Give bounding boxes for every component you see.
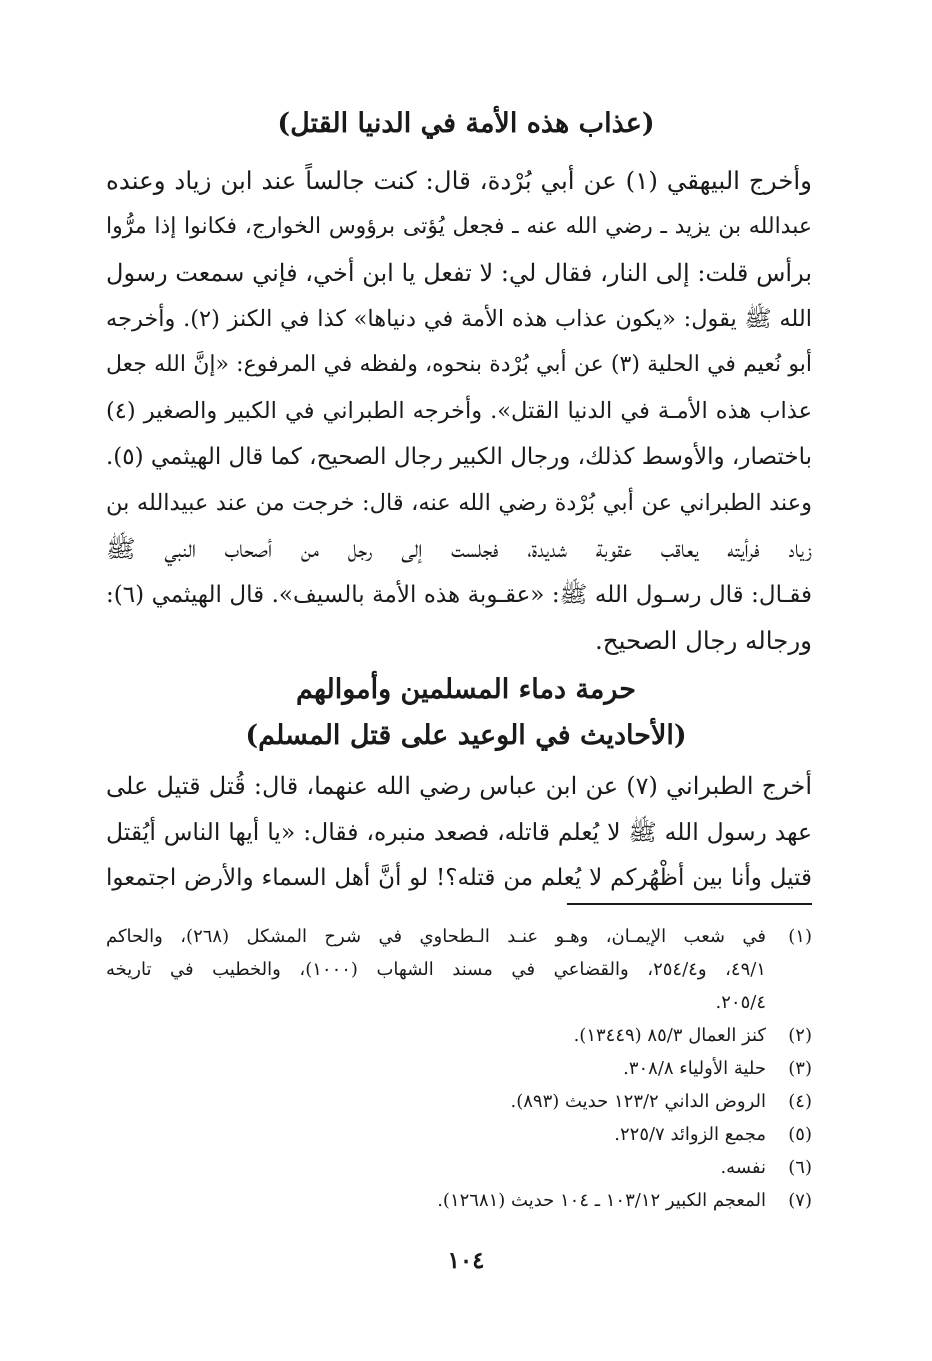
footnote-text: ٤٩/١، و٢٥٤/٤، والقضاعي في مسند الشهاب (١٠٠٠)، والخطيب في تاريخه <box>106 959 766 980</box>
footnote-item <box>106 1118 812 1151</box>
footnote-text: مجمع الزوائد ٢٢٥/٧. <box>614 1124 766 1145</box>
footnote-number: (٤) <box>788 1091 812 1112</box>
footnote-number: (٣) <box>788 1058 812 1079</box>
footnote-number: (٥) <box>788 1124 812 1145</box>
footnote-number: (٢) <box>788 1025 812 1046</box>
chapter-title: حرمة دماء المسلمين وأموالهم <box>296 674 636 705</box>
footnote-text: المعجم الكبير ١٠٣/١٢ ـ ١٠٤ حديث (١٢٦٨١). <box>437 1190 766 1211</box>
text-line: برأس قلت: إلى النار، فقال لي: لا تفعل يا ابن أخي، فإني سمعت رسول <box>106 259 812 287</box>
footnote-text: الروض الداني ١٢٣/٢ حديث (٨٩٣). <box>510 1091 766 1112</box>
text-line: أخرج الطبراني (٧) عن ابن عباس رضي الله عنهما، قال: قُتل قتيل على <box>106 772 812 800</box>
text-line: وأخرج البيهقي (١) عن أبي بُرْدة، قال: كنت جالساً عند ابن زياد وعنده <box>106 166 812 195</box>
footnote-item <box>106 1052 812 1085</box>
footnote-item <box>106 1019 812 1052</box>
footnote-number: (٦) <box>788 1157 812 1178</box>
footnote-number: (١) <box>788 926 812 947</box>
text-line: الله ﷺ يقول: «يكون عذاب هذه الأمة في دنياها» كذا في الكنز (٢). وأخرجه <box>106 306 812 332</box>
footnotes <box>106 920 812 1217</box>
footnote-text: كنز العمال ٨٥/٣ (١٣٤٤٩). <box>573 1025 766 1046</box>
footnote-divider <box>567 903 812 905</box>
footnote-item <box>106 1085 812 1118</box>
footnote-text: حلية الأولياء ٣٠٨/٨. <box>623 1058 766 1079</box>
footnote-text: في شعب الإيمـان، وهـو عنـد الـطحاوي في شرح المشكل (٢٦٨)، والحاكم <box>106 926 766 947</box>
section-title: (عذاب هذه الأمة في الدنيا القتل) <box>277 108 655 139</box>
footnote-text: نفسه. <box>720 1157 766 1178</box>
text-line: فقـال: قال رسـول الله ﷺ: «عقـوبة هذه الأمة بالسيف». قال الهيثمي (٦): <box>106 582 812 608</box>
text-line: عهد رسول الله ﷺ لا يُعلم قاتله، فصعد منبره، فقال: «يا أيها الناس أيُقتل <box>106 818 812 846</box>
text-line: زياد فرأيته يعاقب عقوبة شديدة، فجلست إلى رجل من أصحاب النبي ﷺ <box>106 534 812 563</box>
text-line: قتيل وأنا بين أظْهُركم لا يُعلم من قتله؟! لو أنَّ أهل السماء والأرض اجتمعوا <box>106 865 812 891</box>
footnote-text: ٢٠٥/٤. <box>715 992 766 1013</box>
footnote-item <box>106 920 812 1019</box>
text-line: ورجاله رجال الصحيح. <box>594 626 812 655</box>
paragraph-2 <box>106 763 812 901</box>
text-line: عبدالله بن يزيد ـ رضي الله عنه ـ فجعل يُؤتى برؤوس الخوارج، فكانوا إذا مرُّوا <box>106 214 812 239</box>
page-number: ١٠٤ <box>447 1247 485 1274</box>
section-title: (الأحاديث في الوعيد على قتل المسلم) <box>245 720 687 751</box>
footnote-number: (٧) <box>788 1190 812 1211</box>
footnote-item <box>106 1151 812 1184</box>
text-line: أبو نُعيم في الحلية (٣) عن أبي بُرْدة بنحوه، ولفظه في المرفوع: «إنَّ الله جعل <box>106 352 812 377</box>
text-line: وعند الطبراني عن أبي بُرْدة رضي الله عنه، قال: خرجت من عند عبيدالله بن <box>106 490 812 516</box>
text-line: عذاب هذه الأمـة في الدنيا القتل». وأخرجه الطبراني في الكبير والصغير (٤) <box>106 398 812 424</box>
footnote-item <box>106 1184 812 1217</box>
paragraph-1 <box>106 158 812 664</box>
text-line: باختصار، والأوسط كذلك، ورجال الكبير رجال الصحيح، كما قال الهيثمي (٥). <box>106 444 812 470</box>
